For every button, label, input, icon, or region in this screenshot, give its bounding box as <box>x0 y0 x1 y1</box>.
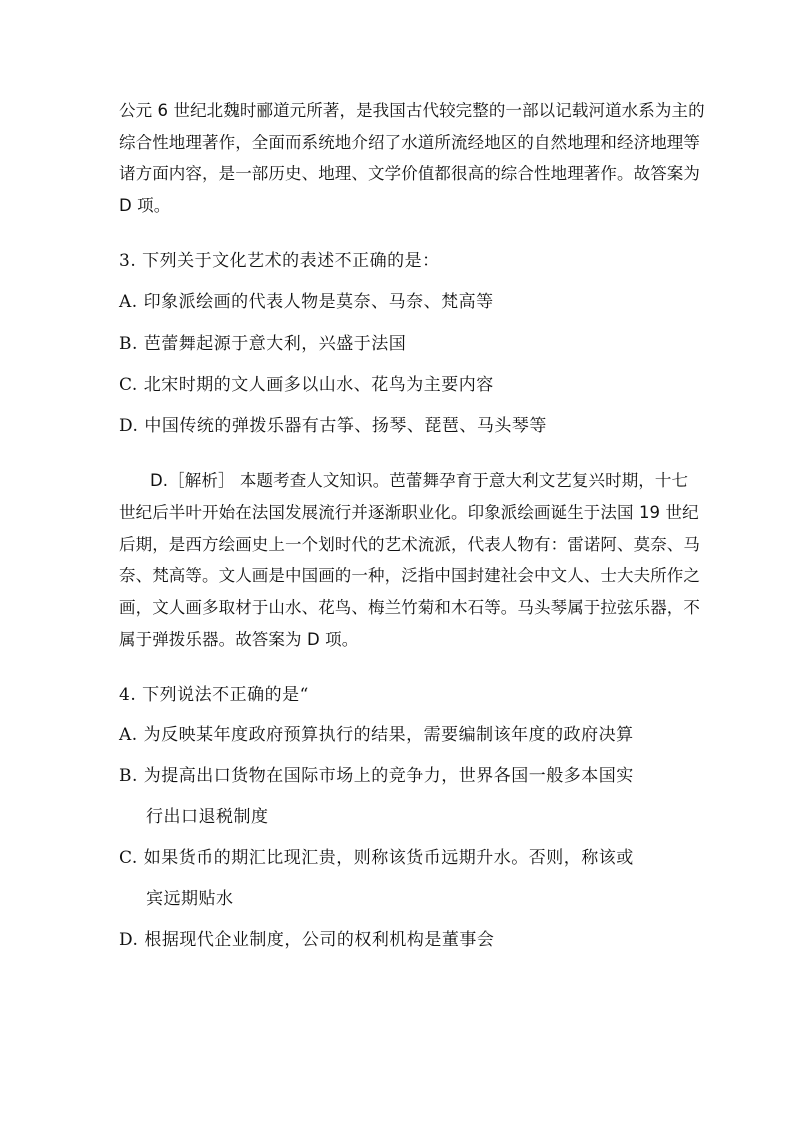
option-b: B. 芭蕾舞起源于意大利，兴盛于法国 <box>119 334 407 354</box>
option-b-continued: 行出口退税制度 <box>146 807 269 827</box>
explanation-line: 画，文人画多取材于山水、花鸟、梅兰竹菊和木石等。马头琴属于拉弦乐器，不 <box>119 598 700 617</box>
explanation-line: 公元 6 世纪北魏时郦道元所著，是我国古代较完整的一部以记载河道水系为主的 <box>119 101 705 120</box>
option-a: A. 印象派绘画的代表人物是莫奈、马奈、梵高等 <box>119 292 494 312</box>
explanation-line: 世纪后半叶开始在法国发展流行并逐渐职业化。印象派绘画诞生于法国 19 世纪 <box>119 503 699 522</box>
question-stem: 3. 下列关于文化艺术的表述不正确的是： <box>119 251 440 271</box>
explanation-line: D.［解析］ 本题考查人文知识。芭蕾舞孕育于意大利文艺复兴时期，十七 <box>150 471 689 490</box>
option-c: C. 北宋时期的文人画多以山水、花鸟为主要内容 <box>119 375 494 395</box>
option-d: D. 根据现代企业制度，公司的权利机构是董事会 <box>119 930 495 950</box>
explanation-line: D 项。 <box>119 196 171 215</box>
option-b: B. 为提高出口货物在国际市场上的竞争力，世界各国一般多本国实 <box>119 766 634 786</box>
option-a: A. 为反映某年度政府预算执行的结果，需要编制该年度的政府决算 <box>119 725 634 745</box>
explanation-line: 综合性地理著作，全面而系统地介绍了水道所流经地区的自然地理和经济地理等 <box>119 133 700 152</box>
option-c: C. 如果货币的期汇比现汇贵，则称该货币远期升水。否则，称该或 <box>119 848 634 868</box>
explanation-line: 诸方面内容，是一部历史、地理、文学价值都很高的综合性地理著作。故答案为 <box>119 164 700 183</box>
question-stem: 4. 下列说法不正确的是“ <box>119 685 309 705</box>
option-d: D. 中国传统的弹拨乐器有古筝、扬琴、琵琶、马头琴等 <box>119 416 547 436</box>
option-c-continued: 宾远期贴水 <box>146 889 234 909</box>
explanation-line: 后期，是西方绘画史上一个划时代的艺术流派，代表人物有：雷诺阿、莫奈、马 <box>119 535 700 554</box>
explanation-line: 属于弹拨乐器。故答案为 D 项。 <box>119 630 359 649</box>
explanation-line: 奈、梵高等。文人画是中国画的一种，泛指中国封建社会中文人、士大夫所作之 <box>119 566 700 585</box>
